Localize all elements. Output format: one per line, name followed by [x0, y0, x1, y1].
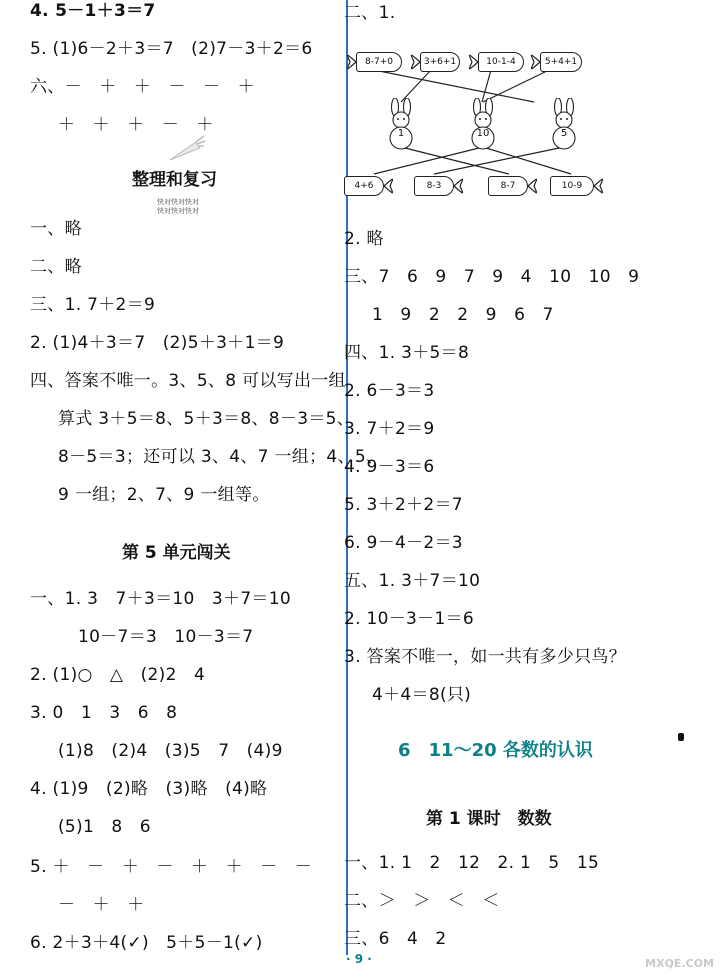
answer-line: 10－7＝3 10－3＝7 — [78, 627, 254, 647]
answer-line: 六、－ ＋ ＋ － － ＋ — [30, 77, 255, 97]
matching-diagram — [344, 40, 620, 210]
answer-line: 四、答案不唯一。3、5、8 可以写出一组 — [30, 371, 346, 391]
carrot-card — [550, 174, 606, 198]
answer-line: 8－5＝3；还可以 3、4、7 一组；4、5、 — [58, 447, 384, 467]
answer-line: 6. 9－4－2＝3 — [344, 533, 463, 553]
answer-line: 4＋4＝8(只) — [372, 685, 472, 705]
answer-line: 5. ＋ － ＋ － ＋ ＋ － － — [30, 857, 313, 877]
rabbit — [466, 98, 500, 150]
review-subtitle: 快对快对快对 快对快对快对 — [157, 198, 199, 215]
carrot-card — [408, 50, 462, 74]
carrot-expression: 5+4+1 — [540, 52, 582, 72]
answer-line: 一、1. 3 7＋3＝10 3＋7＝10 — [30, 589, 291, 609]
answer-line: 4. (1)9 (2)略 (3)略 (4)略 — [30, 779, 268, 799]
answer-line: ＋ ＋ ＋ － ＋ — [58, 115, 214, 135]
carrot-card — [488, 174, 540, 198]
page-number: · 9 · — [346, 952, 372, 966]
carrot-expression: 10-9 — [550, 176, 594, 196]
rabbit-icon — [466, 98, 500, 150]
rabbit-number: 10 — [476, 128, 490, 139]
ink-mark — [678, 733, 684, 741]
answer-line: (1)8 (2)4 (3)5 7 (4)9 — [58, 741, 283, 761]
answer-line: 2. 10－3－1＝6 — [344, 609, 475, 629]
carrot-card — [344, 50, 404, 74]
chapter-title: 6 11～20 各数的认识 — [398, 740, 593, 761]
answer-line: 5. (1)6－2＋3＝7 (2)7－3＋2＝6 — [30, 39, 313, 59]
answer-line: 五、1. 3＋7＝10 — [344, 571, 481, 591]
answer-line: 算式 3＋5＝8、5＋3＝8、8－3＝5、 — [58, 409, 355, 429]
answer-line: 4. 9－3＝6 — [344, 457, 435, 477]
carrot-card — [528, 50, 584, 74]
answer-line: 2. (1)○ △ (2)2 4 — [30, 665, 206, 685]
answer-line: 三、6 4 2 — [344, 929, 447, 949]
carrot-leaf-icon — [526, 175, 540, 197]
answer-line: 三、7 6 9 7 9 4 10 10 9 — [344, 267, 640, 287]
carrot-expression: 8-3 — [414, 176, 454, 196]
rabbit-icon — [384, 98, 418, 150]
rabbit — [547, 98, 581, 150]
answer-line: 5. 3＋2＋2＝7 — [344, 495, 463, 515]
rabbit-number: 5 — [560, 128, 568, 139]
carrot-expression: 3+6+1 — [420, 52, 460, 72]
answer-line: 二、略 — [30, 257, 82, 277]
carrot-card — [414, 174, 466, 198]
carrot-icon — [166, 134, 206, 164]
answer-line: 四、1. 3＋5＝8 — [344, 343, 470, 363]
carrot-expression: 4+6 — [344, 176, 384, 196]
answer-line: 1 9 2 2 9 6 7 — [372, 305, 554, 325]
answer-line: 3. 0 1 3 6 8 — [30, 703, 178, 723]
answer-line: 一、1. 1 2 12 2. 1 5 15 — [344, 853, 600, 873]
carrot-leaf-icon — [452, 175, 466, 197]
section-title-unit5: 第 5 单元闯关 — [122, 543, 231, 563]
watermark: MXQE.COM — [645, 957, 714, 970]
answer-line: 三、1. 7＋2＝9 — [30, 295, 156, 315]
carrot-leaf-icon — [592, 175, 606, 197]
carrot-expression: 8-7 — [488, 176, 528, 196]
answer-line: 二、1. — [344, 3, 396, 23]
carrot-expression: 8-7+0 — [356, 52, 402, 72]
carrot-leaf-icon — [382, 175, 396, 197]
answer-line: 一、略 — [30, 219, 82, 239]
answer-line: 2. (1)4＋3＝7 (2)5＋3＋1＝9 — [30, 333, 285, 353]
answer-line: 6. 2＋3＋4(✓) 5＋5－1(✓) — [30, 933, 263, 953]
answer-line: 4. 5－1＋3＝7 — [30, 1, 156, 21]
carrot-card — [344, 174, 396, 198]
answer-line: 2. 略 — [344, 229, 384, 249]
rabbit-number: 1 — [397, 128, 405, 139]
section-title-review: 整理和复习 — [132, 170, 217, 190]
answer-line: 2. 6－3＝3 — [344, 381, 435, 401]
answer-line: 3. 答案不唯一，如一共有多少只鸟？ — [344, 647, 627, 667]
carrot-expression: 10-1-4 — [478, 52, 524, 72]
answer-line: 9 一组；2、7、9 一组等。 — [58, 485, 270, 505]
answer-line: 3. 7＋2＝9 — [344, 419, 435, 439]
rabbit-icon — [547, 98, 581, 150]
lesson-title: 第 1 课时 数数 — [426, 809, 552, 829]
rabbit — [384, 98, 418, 150]
answer-line: － ＋ ＋ — [58, 895, 145, 915]
answer-line: 二、＞ ＞ ＜ ＜ — [344, 891, 500, 911]
answer-line: (5)1 8 6 — [58, 817, 151, 837]
carrot-card — [466, 50, 526, 74]
